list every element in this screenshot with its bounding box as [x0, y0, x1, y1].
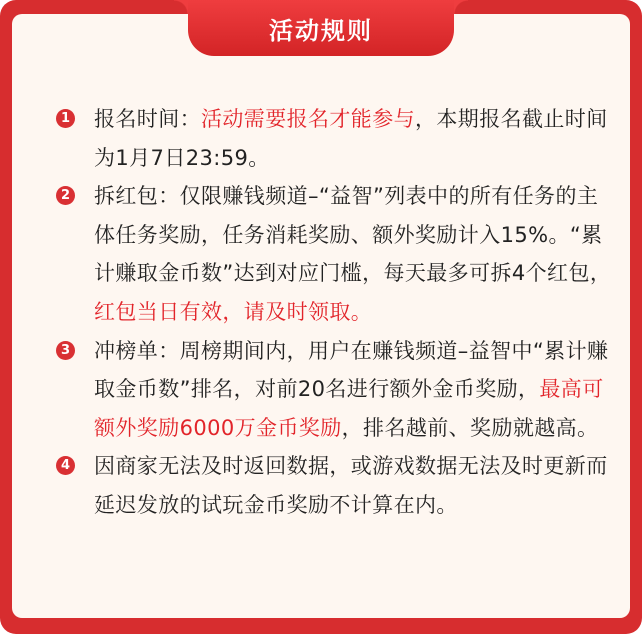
rule-text [94, 454, 608, 517]
rules-card [12, 14, 630, 618]
rule-segment: 拆红包：仅限赚钱频道–“益智”列表中的所有任务的主体任务奖励，任务消耗奖励、额外奖励计入15%。“累计赚取金币数”达到对应门槛，每天最多可拆4个红包， [94, 184, 612, 286]
number-badge: 1 [56, 109, 75, 128]
rules-list [56, 100, 612, 525]
number-badge: 2 [56, 186, 75, 205]
rule-highlight: 活动需要报名才能参与 [201, 107, 415, 131]
rule-segment: 因商家无法及时返回数据，或游戏数据无法及时更新而延迟发放的试玩金币奖励不计算在内。 [94, 454, 608, 517]
rule-item-4 [56, 447, 612, 524]
number-badge: 3 [56, 341, 75, 360]
title-tab [188, 0, 454, 56]
rule-segment: ，排名越前、奖励就越高。 [341, 415, 599, 440]
rule-segment: ，本期报名截止时间为1月7日23:59。 [94, 107, 608, 170]
number-badge: 4 [56, 456, 75, 475]
page-title: 活动规则 [269, 16, 373, 45]
rule-text [94, 184, 611, 324]
rule-highlight: 红包当日有效，请及时领取。 [94, 299, 373, 324]
rule-highlight: 最高可额外奖励6000万金币奖励 [94, 377, 604, 440]
rule-item-1 [56, 100, 612, 177]
rule-item-3 [56, 332, 612, 448]
rule-text [94, 339, 608, 440]
rule-segment: 报名时间： [94, 107, 201, 131]
rule-item-2 [56, 177, 612, 331]
rule-text [94, 107, 608, 170]
rule-segment: 冲榜单：周榜期间内，用户在赚钱频道–益智中“累计赚取金币数”排名，对前20名进行额外金币奖励， [94, 338, 609, 402]
